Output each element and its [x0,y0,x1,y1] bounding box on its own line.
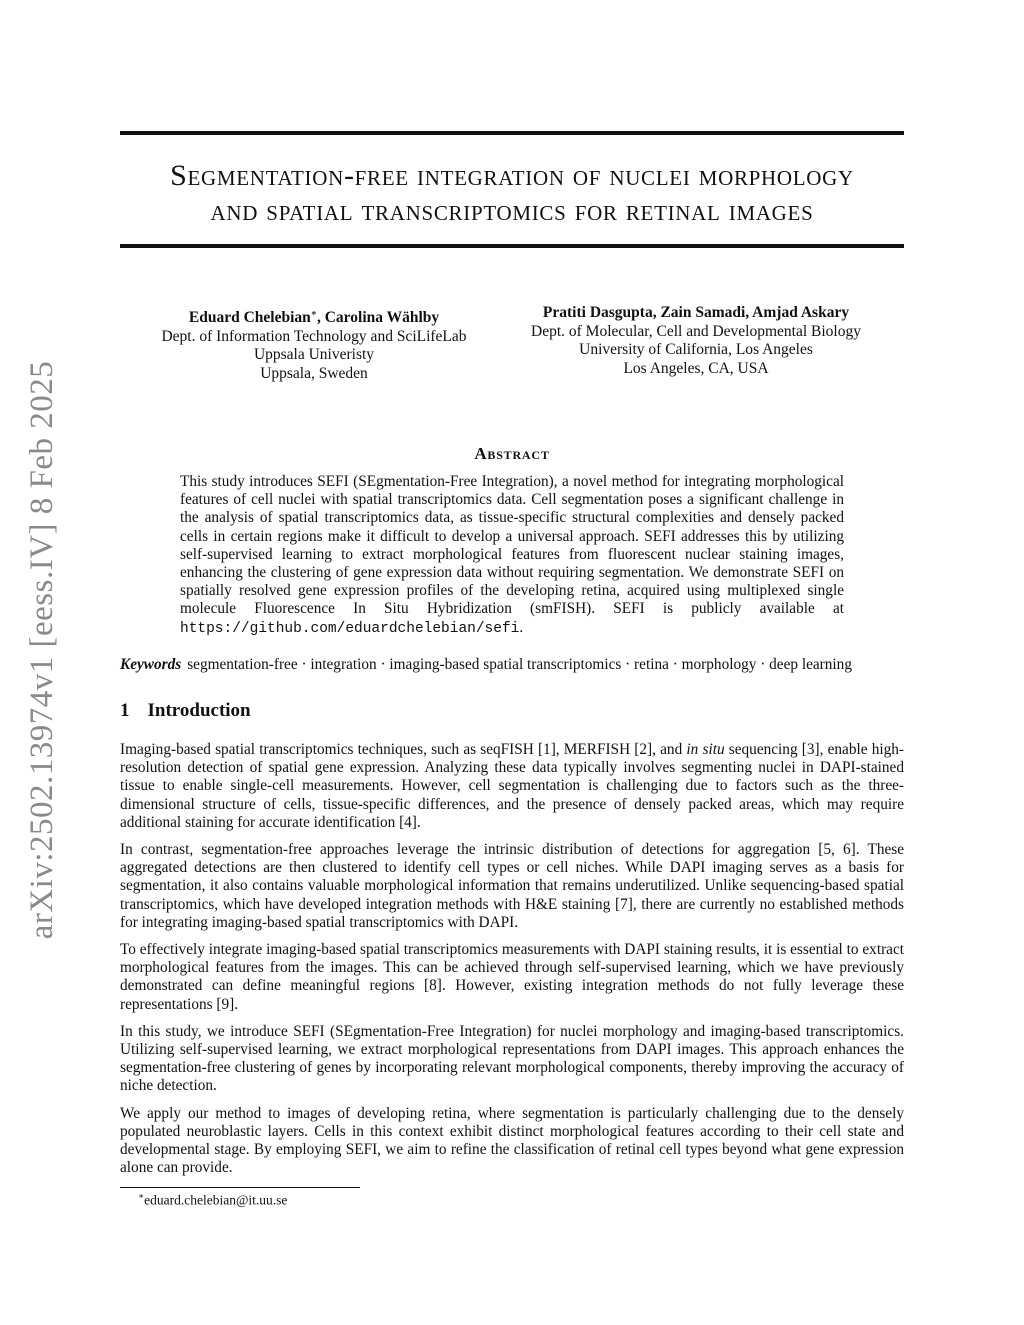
arxiv-identifier: arXiv:2502.13974v1 [eess.IV] 8 Feb 2025 [24,360,60,940]
section-title: Introduction [147,700,251,721]
paragraph-3: To effectively integrate imaging-based spatial transcriptomics measurements with DAPI staining results, it is essential to extract morphological features from the images. This can be achieved through self-supervised learning, which we have previously demonstrated can define meaningful regions [8]. However, existing integration methods do not fully leverage these representations [9]. [120,941,904,1013]
title-line-1: Segmentation-free integration of nuclei morphology [170,159,854,192]
title-rule-top [120,131,904,135]
footnote: ∗eduard.chelebian@it.uu.se [138,1191,288,1208]
abstract-text: This study introduces SEFI (SEgmentation-Free Integration), a novel method for integrating morphological features of cell nuclei with spatial transcriptomics data. Cell segmentation poses a significant challenge in the analysis of spatial transcriptomics data, as tissue-specific structural complexities and densely packed cells in certain regions make it difficult to develop a universal approach. SEFI addresses this by utilizing self-supervised learning to extract morphological features from fluorescent nuclear staining images, enhancing the clustering of gene expression data without requiring segmentation. We demonstrate SEFI on spatially resolved gene expression profiles of the developing retina, acquired using multiplexed single molecule Fluorescence In Situ Hybridization (smFISH). SEFI is publicly available at https://github.com/eduardchelebian/sefi. [180,473,844,637]
footnote-marker[interactable]: ∗ [310,308,317,318]
footnote-email[interactable]: eduard.chelebian@it.uu.se [144,1192,288,1208]
paragraph-1: Imaging-based spatial transcriptomics techniques, such as seqFISH [1], MERFISH [2], and in situ sequencing [3], enable high-resolution detection of spatial gene expression. Analyzing these data typically involves segmenting nuclei in DAPI-stained tissue to enable single-cell measurements. However, cell segmentation is challenging due to factors such as the three-dimensional structure of cells, tissue-specific differences, and the presence of densely packed areas, which may require additional staining for accurate identification [4]. [120,741,904,831]
affiliation-dept-left: Dept. of Information Technology and SciLifeLab [161,327,467,345]
author-block-right [496,304,896,378]
github-link[interactable]: https://github.com/eduardchelebian/sefi [180,620,520,637]
keywords-label: Keywords [120,656,182,673]
abstract-heading: Abstract [474,444,550,463]
affiliation-dept-right: Dept. of Molecular, Cell and Developmental Biology [531,322,861,340]
affiliation-university-left: Uppsala Univeristy [253,346,375,364]
paragraph-4: In this study, we introduce SEFI (SEgmentation-Free Integration) for nuclei morphology and imaging-based transcriptomics. Utilizing self-supervised learning, we extract morphological representations from DAPI images. This approach enhances the segmentation-free clustering of genes by incorporating relevant morphological components, thereby improving the accuracy of niche detection. [120,1022,904,1095]
author-block-left [114,304,514,383]
author-names-left: Eduard Chelebian∗, Carolina Wählby [188,308,440,327]
keywords [120,656,920,674]
affiliation-university-right: University of California, Los Angeles [579,341,813,358]
section-heading-introduction [120,700,251,722]
paper-title [120,158,904,228]
author-names-right: Pratiti Dasgupta, Zain Samadi, Amjad Askary [542,304,850,321]
introduction-body [120,741,904,1186]
paragraph-2: In contrast, segmentation-free approaches leverage the intrinsic distribution of detections for aggregation [5, 6]. These aggregated detections are then clustered to identify cell types or cell niches. While DAPI imaging serves as a basis for segmentation, it also contains valuable morphological information that remains underutilized. Unlike sequencing-based spatial transcriptomics, which have developed integration methods with H&E staining [7], there are currently no established methods for integrating imaging-based spatial transcriptomics with DAPI. [120,841,904,931]
footnote-rule [120,1187,360,1188]
keywords-list: segmentation-free · integration · imaging-based spatial transcriptomics · retina · morphology · deep learning [187,656,852,673]
affiliation-location-left: Uppsala, Sweden [260,364,368,382]
paragraph-5: We apply our method to images of developing retina, where segmentation is particularly challenging due to the densely populated neuroblastic layers. Cells in this context exhibit distinct morphological features according to their cell state and developmental stage. By employing SEFI, we aim to refine the classification of retinal cell types beyond what gene expression alone can provide. [120,1104,904,1177]
title-rule-bottom [120,244,904,248]
section-number: 1 [120,700,130,721]
affiliation-location-right: Los Angeles, CA, USA [623,359,769,377]
title-line-2: and spatial transcriptomics for retinal images [210,194,814,227]
